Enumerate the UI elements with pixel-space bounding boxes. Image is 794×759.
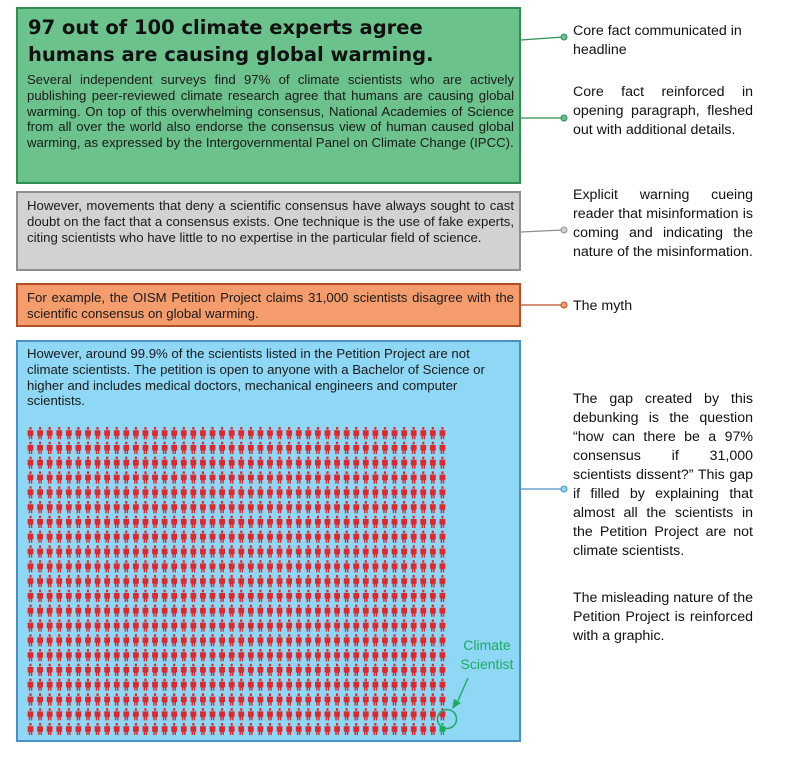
annotation-headline: Core fact communicated in headline — [573, 23, 742, 58]
connector-warning-dot — [561, 227, 567, 233]
climate-scientist-highlight — [438, 710, 457, 729]
climate-scientist-arrowhead — [452, 699, 461, 709]
connector-headline — [521, 37, 563, 40]
core-fact-paragraph: Several independent surveys find 97% of climate scientists who are actively publishing peer-reviewed climate research agree that humans are causing global warming. On top of this overwhelming consensus, National Academies of Science from all over the world also endorse the consensus view of human caused global warming, as expressed by the Intergovernmental Panel on Climate Change (IPCC). — [27, 72, 514, 151]
annotation-gap: The gap created by this debunking is the question “how can there be a 97% consensus if 31,000 scientists dissent?” This gap if filled by explaining that almost all the scientists in the Petition Project are not climate scientists. — [573, 391, 753, 559]
annotation-paragraph: Core fact reinforced in opening paragraph, fleshed out with additional details. — [573, 84, 753, 138]
headline: 97 out of 100 climate experts agree humans are causing global warming. — [28, 16, 434, 66]
climate-scientist-label: Climate Scientist — [460, 637, 514, 672]
connector-headline-dot — [561, 34, 567, 40]
connector-myth-dot — [561, 302, 567, 308]
warning-paragraph: However, movements that deny a scientific consensus have always sought to cast doubt on the fact that a consensus exists. One technique is the use of fake experts, citing scientists who have little to no expertise in the particular field of science. — [27, 198, 514, 245]
connector-warning — [521, 230, 563, 232]
myth-paragraph: For example, the OISM Petition Project claims 31,000 scientists disagree with the scientific consensus on global warming. — [27, 290, 514, 321]
annotation-warning: Explicit warning cueing reader that misinformation is coming and indicating the nature of the misinformation. — [573, 187, 753, 260]
climate-scientist-arrow — [456, 678, 468, 705]
connector-paragraph-dot — [561, 115, 567, 121]
annotation-graphic: The misleading nature of the Petition Project is reinforced with a graphic. — [573, 590, 753, 644]
connector-rebuttal-dot — [561, 486, 567, 492]
rebuttal-paragraph: However, around 99.9% of the scientists listed in the Petition Project are not climate scientists. The petition is open to anyone with a Bachelor of Science or higher and includes medical doctors, mechanical engineers and computer scientists. — [27, 346, 485, 409]
annotation-myth: The myth — [573, 298, 633, 314]
